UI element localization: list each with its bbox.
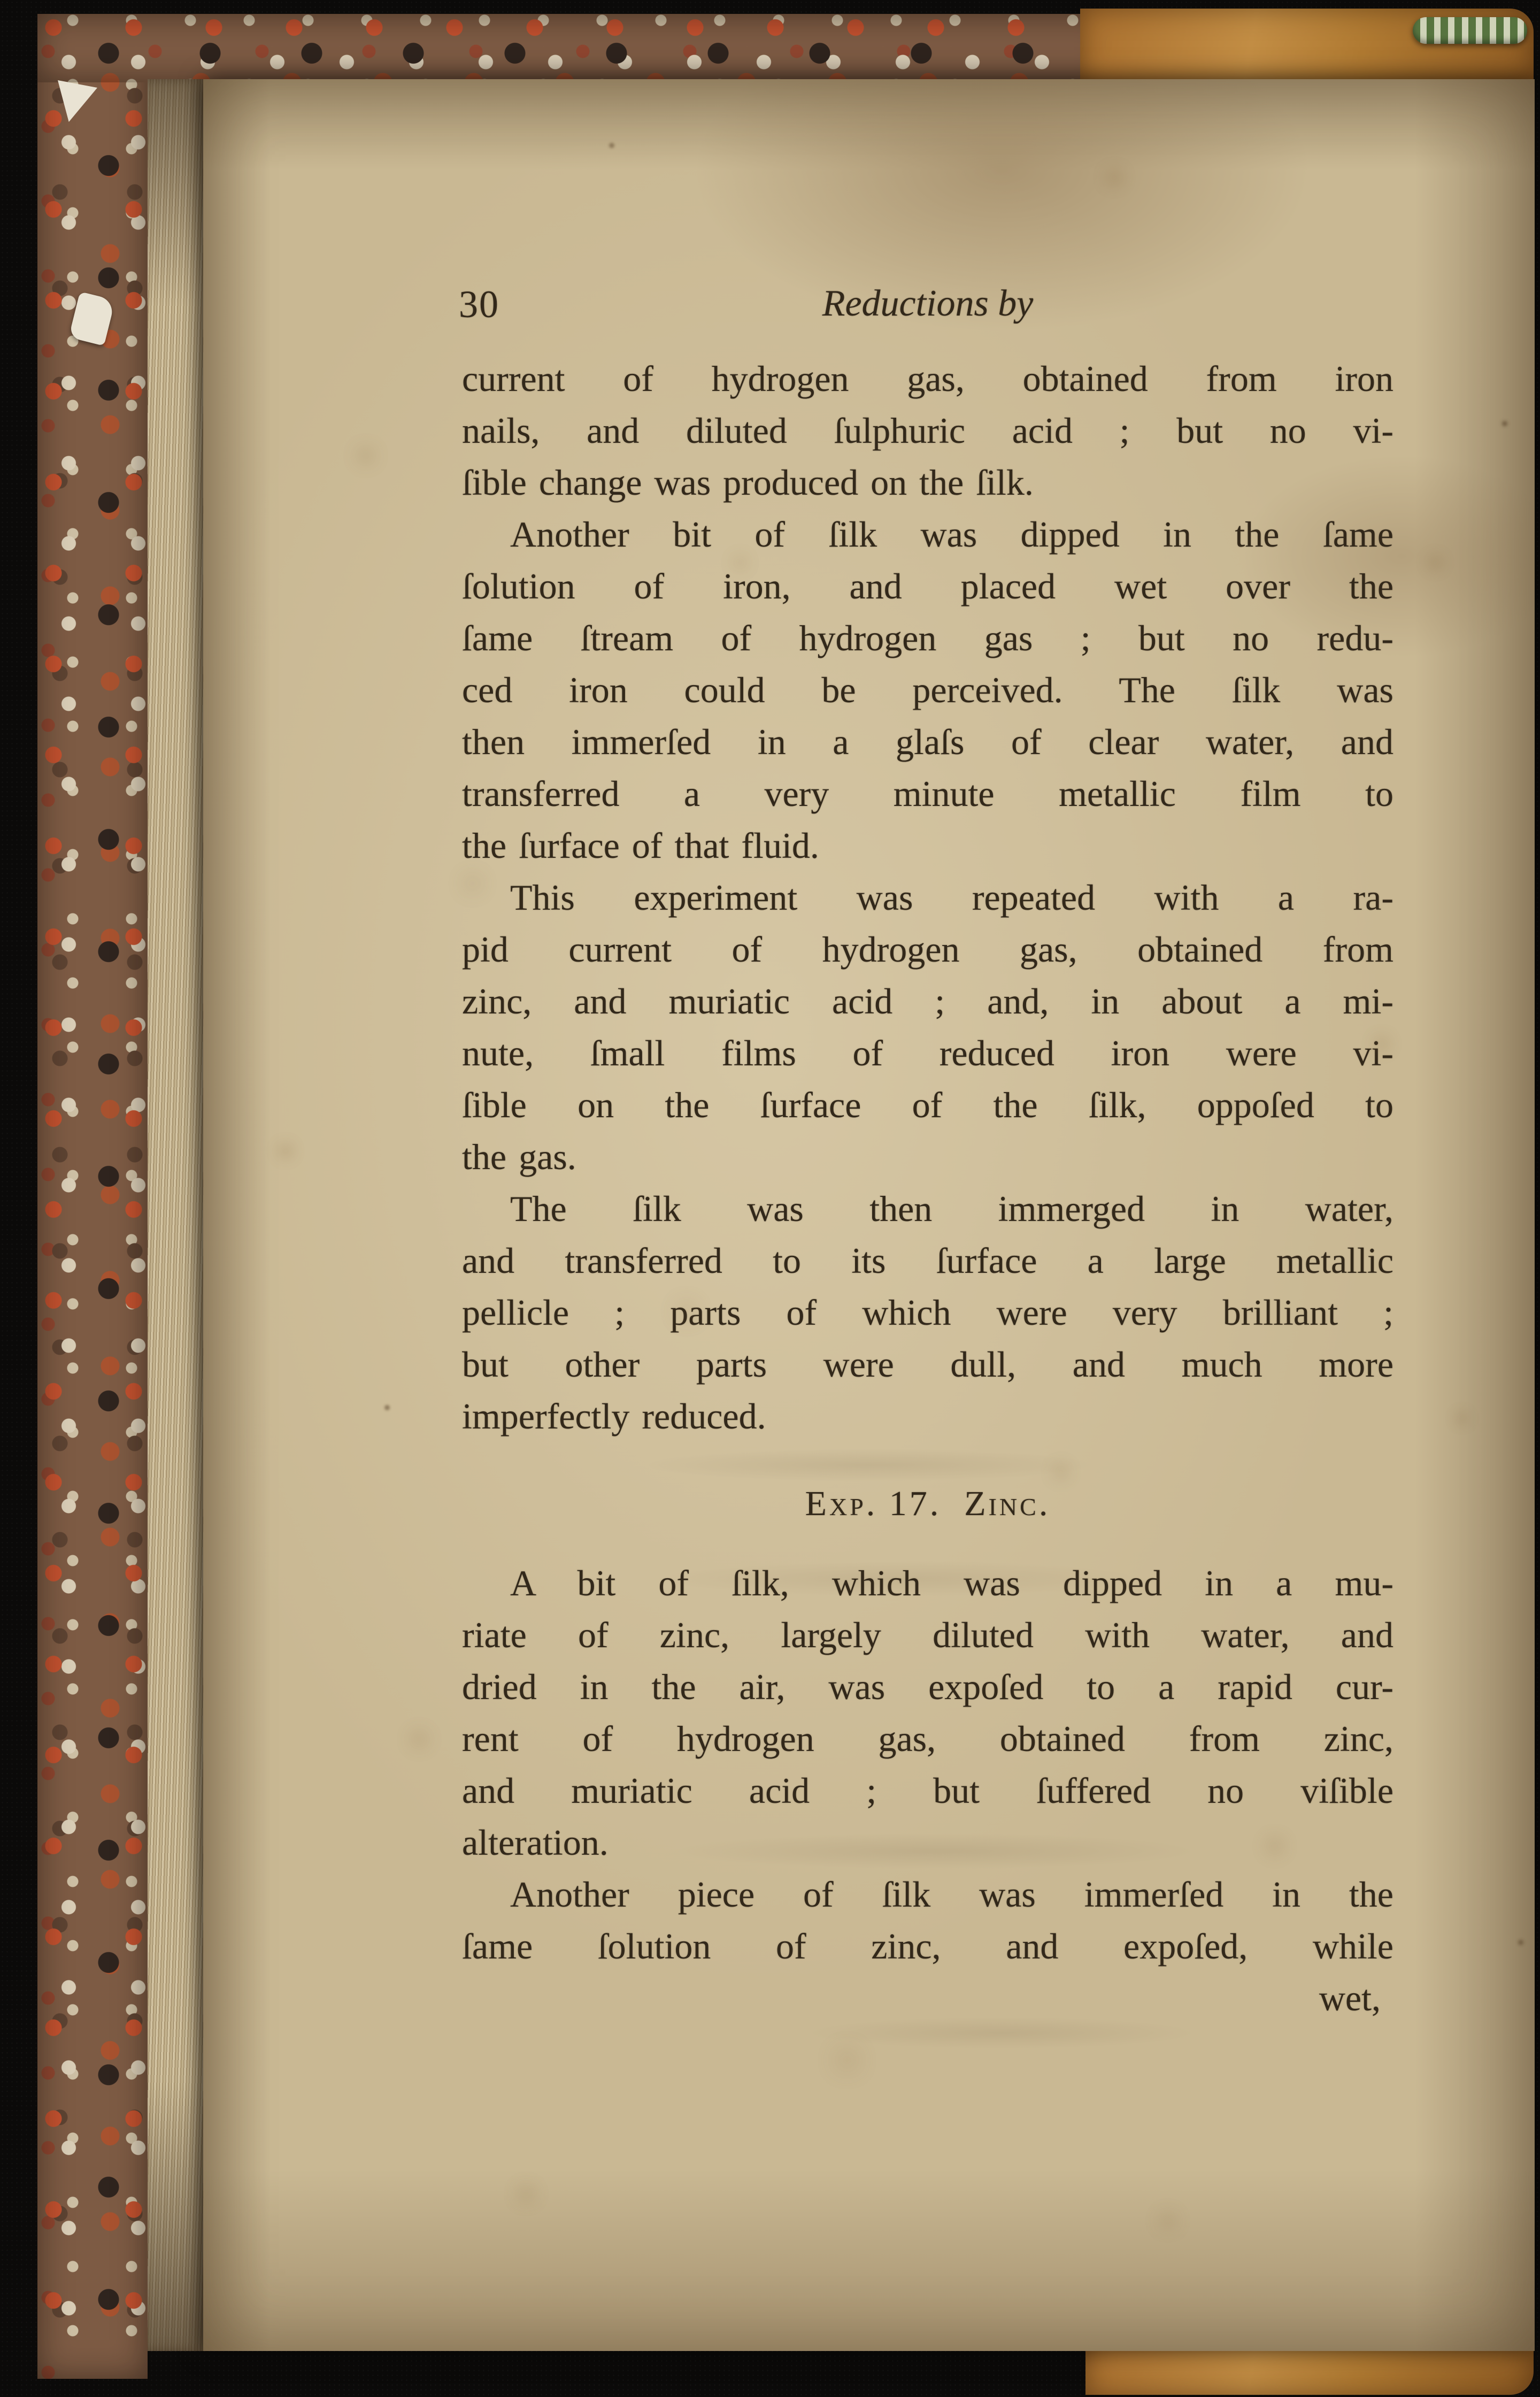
text-line: zinc, and muriatic acid ; and, in about a mi- [462,981,1393,1021]
text-line: ced iron could be perceived. The ſilk was [462,670,1393,710]
text-line: and muriatic acid ; but ſuffered no viſible [462,1770,1393,1811]
headband [1413,17,1527,44]
paragraph [462,1557,1393,1869]
text-line: Another piece of ſilk was immerſed in the [510,1874,1393,1915]
text-line: ſame ſtream of hydrogen gas ; but no redu- [462,618,1393,658]
text-line: nails, and diluted ſulphuric acid ; but no vi- [462,410,1393,451]
text-line: pid current of hydrogen gas, obtained from [462,929,1393,970]
text-line: Another bit of ſilk was dipped in the ſame [510,514,1393,555]
page-edge-stack [148,79,204,2351]
marbled-top-edge [37,14,1112,82]
text-line: This experiment was repeated with a ra- [510,877,1393,918]
running-header: Reductions by [822,283,1034,324]
text-line: and transferred to its ſurface a large metallic [462,1240,1393,1281]
text-line: imperfectly reduced. [462,1396,766,1436]
text-line: ſame ſolution of zinc, and expoſed, while [462,1926,1393,1966]
text-line: nute, ſmall films of reduced iron were vi- [462,1033,1393,1073]
text-line: pellicle ; parts of which were very brilliant ; [462,1292,1393,1333]
text-line: alteration. [462,1822,609,1863]
text-line: ſolution of iron, and placed wet over the [462,566,1393,606]
page-number: 30 [459,283,499,326]
text-line: the gas. [462,1136,576,1177]
text-line: transferred a very minute metallic film to [462,773,1393,814]
text-line: dried in the air, was expoſed to a rapid cur- [462,1666,1393,1707]
text-line: A bit of ſilk, which was dipped in a mu- [510,1563,1393,1603]
text-line: riate of zinc, largely diluted with water, and [462,1615,1393,1655]
text-line: ſible change was produced on the ſilk. [462,462,1034,503]
paragraph [462,1183,1393,1442]
text-line: but other parts were dull, and much more [462,1344,1393,1385]
text-line: current of hydrogen gas, obtained from iron [462,358,1393,399]
text-line: ſible on the ſurface of the ſilk, oppoſed to [462,1085,1393,1125]
catchword: wet, [1319,1978,1381,2018]
paragraph [462,353,1393,509]
book-page [203,79,1535,2351]
text-column [462,353,1393,2024]
text-line: rent of hydrogen gas, obtained from zinc, [462,1718,1393,1759]
text-line: The ſilk was then immerged in water, [510,1188,1393,1229]
paragraph [462,509,1393,872]
paragraph [462,1869,1393,1972]
text-line: then immerſed in a glaſs of clear water, and [462,721,1393,762]
marbled-board-edge [37,14,148,2379]
paragraph [462,872,1393,1183]
section-heading: Exp. 17. Zinc. [805,1484,1051,1523]
page-header [459,282,1393,336]
text-line: the ſurface of that fluid. [462,825,819,866]
